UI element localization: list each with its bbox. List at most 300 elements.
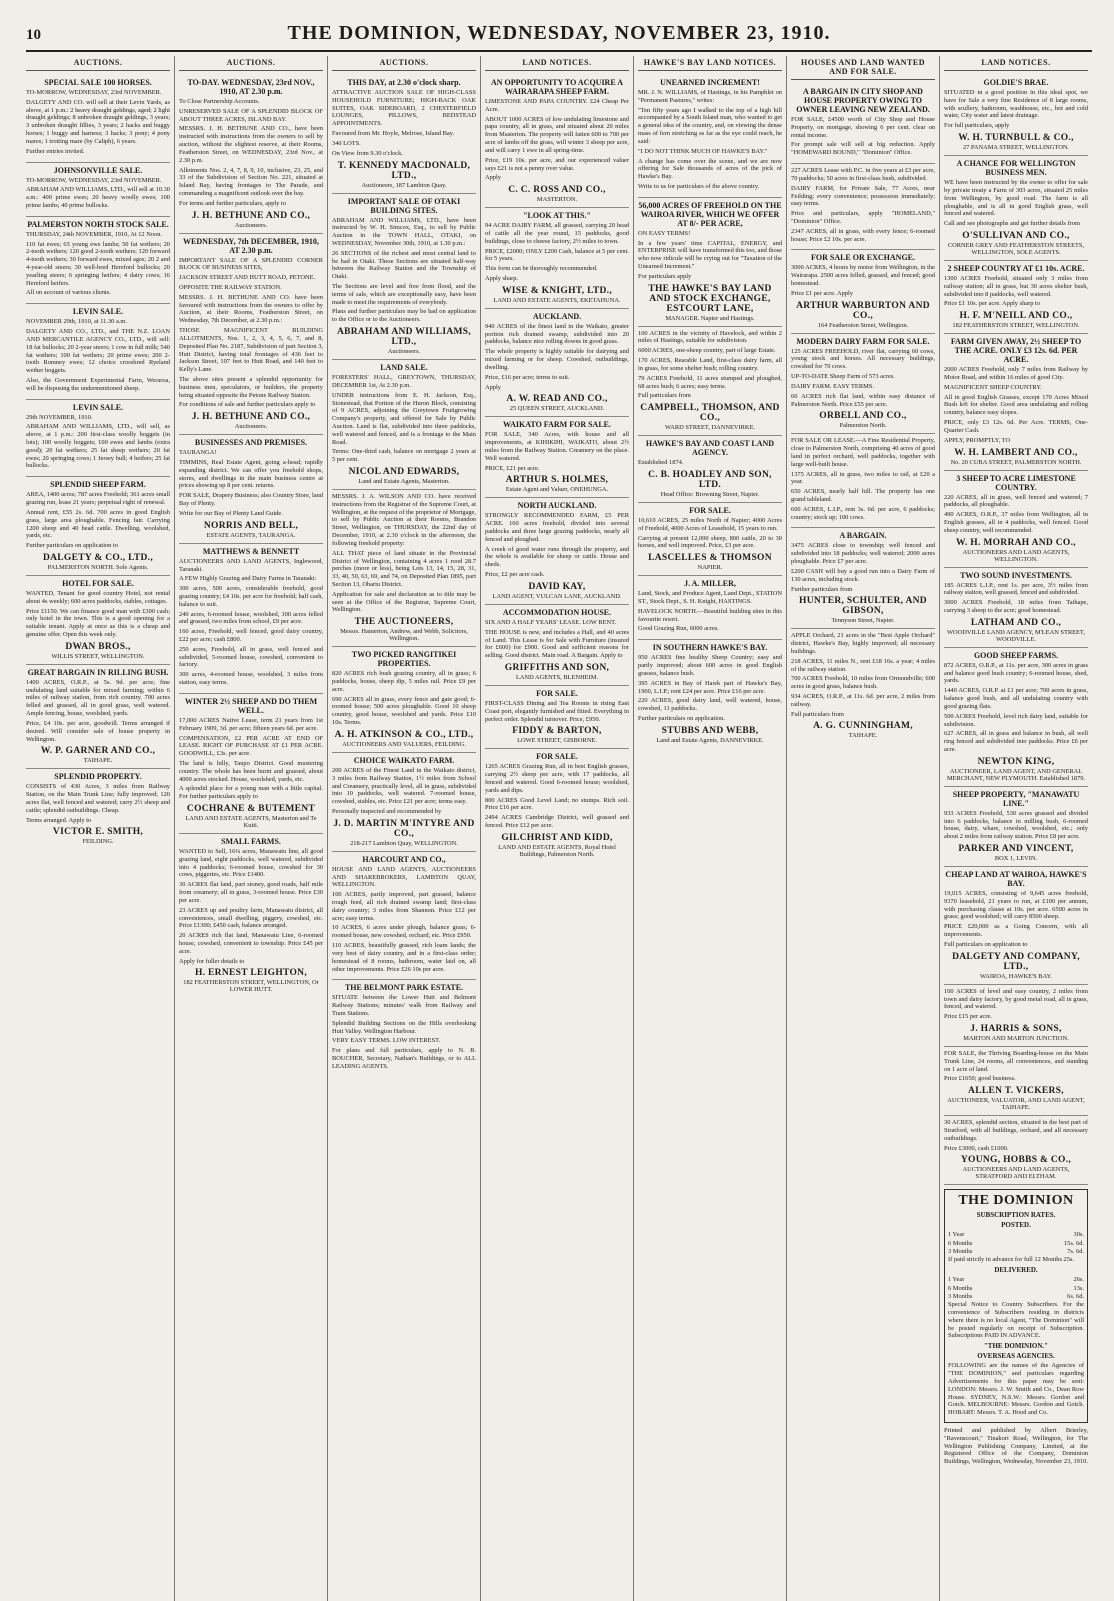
ad-agent-address: LAND AND ESTATE AGENTS, Masterton and Te Kuiti. <box>185 815 317 829</box>
ad-paragraph: For prompt sale will sell at big reduction. Apply "HOMEWARD BOUND," "Dominion" Office. <box>791 141 935 157</box>
ad-paragraph: 690 ACRES all in grass, every fence and gate good; 6-roomed house; 500 acres ploughable. Good 10 sheep country, good house, woolshed and yards. Price £10 10s. Terms. <box>332 695 476 727</box>
ad-paragraph: IMPORTANT SALE OF A SPLENDID CORNER BLOCK OF BUSINESS SITES, <box>179 256 323 272</box>
ad-paragraph: AREA, 1400 acres; 787 acres Freehold; 361 acres small grazing run, lease 21 years; perpetual right of renewal. <box>26 491 170 507</box>
rate-price: 15s. 6d. <box>1063 1239 1084 1247</box>
ad-agent-address: 182 FEATHERSTON STREET, WELLINGTON. <box>952 322 1080 330</box>
ad-paragraph: OPPOSITE THE RAILWAY STATION. <box>179 284 282 291</box>
ad-paragraph: Call and see photographs and get further details from <box>944 220 1080 228</box>
ad-agent-address: Messrs. Hamerton, Andrew, and Webb, Solicitors, Wellington. <box>340 628 468 643</box>
ad-title: 2 SHEEP COUNTRY AT £1 10s. ACRE. <box>947 263 1085 273</box>
ad-agent-address: Auctioneers, 187 Lambton Quay. <box>361 181 447 189</box>
ad-agent-address: WARD STREET, DANNEVIRKE. <box>664 424 756 432</box>
advertisement <box>944 985 1088 1047</box>
advertisement <box>944 156 1088 261</box>
ad-paragraph: Price £15 per acre. <box>944 1013 992 1021</box>
ad-paragraph: "Ten fifty years ago I walked to the top of a high hill accompanied by a South Island man, who wanted to get a general idea of the country, and, on viewing the dense mass of fern stretching as far as the eye could reach, he said: <box>638 106 782 145</box>
ad-title: SPLENDID PROPERTY. <box>54 772 142 782</box>
ad-agent-address: FEILDING. <box>82 838 114 846</box>
ad-paragraph: Price, £19 10s. per acre, and our experienced valuer says £21 is not a penny over value. <box>485 156 629 172</box>
ad-title: PALMERSTON NORTH STOCK SALE. <box>27 219 169 229</box>
ad-paragraph: PRICE £20,000 as a Going Concern, with all improvements. <box>944 923 1088 939</box>
ad-paragraph: 940 ACRES of the finest land in the Waikato, greater portion rich drained swamp, subdivided into 20 paddocks, balance nice rolling downs in good grass. <box>485 322 629 346</box>
subscription-notice: Special Notice to Country Subscribers. For the convenience of Subscribers residing in districts where there is no local Agent, "The Dominion" will be posted regularly on receipt of Subscription. Subscriptions PAID IN ADVANCE. <box>948 1301 1084 1340</box>
ad-paragraph: 17,000 ACRES Native Lease, term 21 years from 1st February 1909, 3d. per acre; fifteen years 6d. per acre. <box>179 716 323 732</box>
ad-firm-name: W. H. TURNBULL & CO., <box>958 133 1074 144</box>
ad-paragraph: FIRST-CLASS Dining and Tea Rooms in rising East Coast port, elegantly furnished and fitted. Everything in perfect order. Splendid turnover. Price, £950. <box>485 699 629 723</box>
ad-title: 56,000 ACRES OF FREEHOLD ON THE WAIROA RIVER, WHICH WE OFFER AT 8/- PER ACRE, <box>638 200 782 228</box>
advertisement <box>26 477 170 576</box>
ad-paragraph: ABRAHAM AND WILLIAMS, LTD., have been instructed by W. H. Simcox, Esq., to sell by Public Auction in the TOWN HALL, OTAKI, on WEDNESDAY, November 30th, 1910, at 1.30 p.m.: <box>332 216 476 247</box>
ad-firm-name: O'SULLIVAN AND CO., <box>962 230 1070 241</box>
advertisement <box>791 528 935 629</box>
ad-paragraph: 100 ACRES in the vicinity of Havelock, and within 2 miles of Hastings, suitable for subdivision. <box>638 329 782 345</box>
ad-paragraph: For full particulars, apply <box>944 122 1010 130</box>
ad-agent-address: 218-217 Lambton Quay, WELLINGTON. <box>350 839 458 847</box>
ad-paragraph: DALGETY AND CO. will sell at their Levin Yards, as above, at 1 p.m.: 2 heavy draught geldings, aged; 2 light draught geldings; 8 unbroken draught geldings, 3 years; 3 unbroken draught fillies, 3 years; 2 hacks and buggy horses; 1 buggy and harness; 3 hacks; 3 pony; 4 pony mares; 1 trotting mare (by Caliph), 6 years. <box>26 98 170 145</box>
ad-firm-name: THE AUCTIONEERS, <box>354 617 454 628</box>
ad-agent-address: LAND AGENT, VULCAN LANE, AUCKLAND. <box>492 592 622 600</box>
rate-price: 6s. 6d. <box>1067 1292 1084 1300</box>
ad-agent-address: 164 Featherston Street, Wellington. <box>817 321 909 329</box>
ad-paragraph: DAIRY FARM. EASY TERMS. <box>791 382 874 390</box>
ad-paragraph: Price £3000, cash £1000. <box>944 1144 1009 1152</box>
column-6 <box>786 56 939 1601</box>
ad-paragraph: Apply <box>485 383 501 391</box>
ad-paragraph: HOUSE AND LAND AGENTS, AUCTIONEERS AND SHAREBROKERS, LAMBTON QUAY, WELLINGTON. <box>332 865 476 889</box>
ad-title: NORTH AUCKLAND. <box>517 501 597 511</box>
ad-firm-name: CAMPBELL, THOMSON, AND CO., <box>640 403 780 424</box>
ad-paragraph: Price, £2 per acre cash. <box>485 571 545 579</box>
ad-paragraph: SITUATED in a good position in this ideal spot, we have for Sale a very fine Residence of 8 large rooms, with scullery, bathroom, washhouse, etc., hot and cold water, City water and latest drainage. <box>944 89 1088 120</box>
ad-paragraph: 10 ACRES, 6 acres under plough, balance grass; 6-roomed house, new cowshed, orchard, etc. Price £950. <box>332 924 476 940</box>
ad-paragraph: 100 ACRES, partly improved, part grassed, balance rough feed, all rich drained swamp land; first-class dairy country; 3 miles from Shannon. Price £12 per acre; easy terms. <box>332 891 476 922</box>
ad-paragraph: 94 ACRE DAIRY FARM, all grassed, carrying 20 head of cattle all the year round, 15 paddocks, good buildings, close to cheese factory, 2½ miles to town. <box>485 222 629 245</box>
ad-agent-address: MANAGER. Napier and Hastings. <box>665 314 755 322</box>
ad-paragraph: The whole property is highly suitable for dairying and mixed farming or for sheep. Cowshed, outbuildings, dwelling. <box>485 348 629 371</box>
ad-agent-address: Auctioneers. <box>234 423 268 431</box>
ad-paragraph: 227 ACRES Lease with P.C. in five years at £3 per acre, 70 paddocks; 50 acres in first-class bush, subdivided. <box>791 167 935 182</box>
rate-term: 6 Months <box>948 1239 973 1247</box>
ad-paragraph: 300 acres, 500 acres, considerable freehold, good grazing country; £4 10s. per acre for freehold; half cash, balance to suit. <box>179 585 323 608</box>
ad-agent-address: ESTATE AGENTS, TAURANGA. <box>206 531 296 539</box>
ad-paragraph: WANTED to Sell, 16¼ acres, Manawatu line, all good grazing land, eight paddocks, well watered, subdivided into 4 paddocks; 6-roomed house, cowshed for 30 cows, piggeries, etc. Price £1400. <box>179 848 323 879</box>
advertisement <box>485 208 629 309</box>
ad-paragraph: MESSRS. J. H. BETHUNE AND CO., have been instructed with instructions from the owners to sell by auction, without the slightest reserve, at their Rooms, Featherston Street, on WEDNESDAY, 23rd Nov., at 2.30 p.m. <box>179 125 323 164</box>
rate-price: 7s. 6d. <box>1067 1248 1084 1256</box>
ad-paragraph: Apply for fuller details to <box>179 957 245 965</box>
ad-paragraph: 627 ACRES, all in grass and balance in bush, all well ring fenced and subdivided into paddocks. Price £6 per acre. <box>944 730 1088 753</box>
ad-paragraph: Full particulars from <box>638 392 691 400</box>
rate-term: 3 Months <box>948 1292 973 1300</box>
ad-title: THE BELMONT PARK ESTATE. <box>344 983 464 993</box>
ad-paragraph: Further particulars from <box>791 585 853 593</box>
ad-paragraph: 300 acres, 4-roomed house, woolshed, 3 miles from station, easy terms. <box>179 671 323 687</box>
subscription-box <box>944 1189 1088 1423</box>
ad-paragraph: Price £1650; good business. <box>944 1075 1016 1083</box>
ad-paragraph: PRICE, £21 per acre. <box>485 464 540 472</box>
ad-paragraph: AUCTIONEERS AND LAND AGENTS, Inglewood, Taranaki. <box>179 557 323 573</box>
ad-paragraph: Apply <box>485 174 501 182</box>
rate-price: 30s. <box>1073 1231 1084 1239</box>
ad-paragraph: 6000 ACRES, one-sheep country, part of large Estate. <box>638 347 776 355</box>
ad-firm-name: STUBBS AND WEBB, <box>661 725 759 736</box>
advertisement <box>485 417 629 498</box>
column-5 <box>633 56 786 1601</box>
ad-firm-name: J. H. BETHUNE AND CO., <box>191 412 311 423</box>
ad-title: WINTER 2½ SHEEP AND DO THEM WELL. <box>184 696 318 715</box>
ad-title: JOHNSONVILLE SALE. <box>53 165 143 175</box>
ad-agent-address: WILLIS STREET, WELLINGTON. <box>51 652 145 660</box>
advertisement <box>944 75 1088 156</box>
ad-agent-address: Palmerston North. <box>839 422 887 430</box>
column-2 <box>174 56 327 1601</box>
advertisement <box>485 309 629 418</box>
ad-firm-name: GRIFFITHS AND SON, <box>504 662 610 673</box>
ad-firm-name: DALGETY & CO., LTD., <box>42 552 154 563</box>
ad-paragraph: UP-TO-DATE Sheep Farm of 573 acres. <box>791 373 895 381</box>
ad-paragraph: UNRESERVED SALE OF A SPLENDID BLOCK OF ABOUT THREE ACRES, ISLAND BAY. <box>179 107 323 123</box>
ad-firm-name: THE HAWKE'S BAY LAND AND STOCK EXCHANGE, ESTCOURT LANE, <box>648 283 772 314</box>
advertisement <box>791 434 935 528</box>
ad-paragraph: Price, £4 10s. per acre, goodwill. Terms arranged if desired. Will consider sale of house property in Wellington. <box>26 719 170 743</box>
ad-firm-name: A. W. READ AND CO., <box>506 394 608 405</box>
advertisement <box>332 647 476 753</box>
column-heading: AUCTIONS. <box>26 56 170 71</box>
ad-paragraph: WE have been instructed by the owner to offer for sale by private treaty a Farm of 303 acres, situated 25 miles from Wellington, by good road. The farm is all ploughable, and is all in good English grass, well fenced and watered. <box>944 179 1088 218</box>
ad-paragraph: All on account of various clients. <box>26 289 111 297</box>
ad-paragraph: 110 ACRES, beautifully grassed, rich loam lands; the very best of dairy country, and in a first-class order; homestead of 8 rooms, bathroom, water laid on, all other improvements. Price £26 10s per acre. <box>332 942 476 973</box>
ad-paragraph: 240 acres, 6-roomed house, woolshed, 100 acres felled and grassed, two miles from school, £9 per acre. <box>179 610 323 626</box>
advertisement <box>638 576 782 640</box>
ad-firm-name: J. H. BETHUNE AND CO., <box>191 210 311 221</box>
ad-paragraph: NOVEMBER 29th, 1910, at 11.30 a.m. <box>26 318 127 326</box>
ad-paragraph: Terms: One-third cash, balance on mortgage 2 years at 5 per cent. <box>332 448 476 464</box>
ad-paragraph: 170 ACRES, Rearable Land, first-class dairy farm, all in grass, for some shelter bush; rolling country. <box>638 357 782 372</box>
ad-paragraph: SITUATE between the Lower Hutt and Belmont Railway Stations; minutes' walk from Railway and Tram Stations. <box>332 994 476 1017</box>
ad-agent-address: PALMERSTON NORTH. Sole Agents. <box>47 563 149 571</box>
ad-paragraph: Write for our Bay of Plenty Land Guide. <box>179 509 283 517</box>
ad-title: LEVIN SALE. <box>72 402 124 412</box>
ad-title: MODERN DAIRY FARM FOR SALE. <box>796 336 930 346</box>
column-heading: HAWKE'S BAY LAND NOTICES. <box>638 56 782 71</box>
advertisement <box>485 605 629 686</box>
advertisement <box>179 435 323 544</box>
rate-row <box>948 1248 1084 1256</box>
ad-title: ACCOMMODATION HOUSE. <box>502 607 612 617</box>
ad-paragraph: Terms arranged. Apply to <box>26 816 92 824</box>
ad-paragraph: 1300 ACRES Freehold, situated only 3 miles from railway station; all in grass, but 30 acres shelter bush, subdivided into 8 paddocks, well watered. <box>944 274 1088 298</box>
ad-paragraph: 650 ACRES, nearly half hill. The property has one grand tableland. <box>791 488 935 503</box>
advertisement <box>944 1116 1088 1185</box>
advertisement <box>638 75 782 198</box>
ad-firm-name: LASCELLES & THOMSON <box>648 553 772 564</box>
ad-paragraph: Price £1 10s. per acre. Apply sharp to <box>944 300 1041 308</box>
advertisement <box>638 327 782 437</box>
advertisement <box>944 787 1088 867</box>
ad-title: FOR SALE. <box>536 752 578 762</box>
ad-paragraph: TIMMINS, Real Estate Agent, going a-head; rapidly expanding district. We can offer you freehold shops, stores, and dwellings in the main business centre at prices showing up 8 per cent. returns. <box>179 459 323 490</box>
ad-paragraph: FORESTERS' HALL, GREYTOWN, THURSDAY, DECEMBER 1st, At 2.30 p.m. <box>332 374 476 389</box>
advertisement <box>179 694 323 834</box>
ad-agent-address: AUCTIONEERS AND VALUERS, FEILDING. <box>342 740 466 748</box>
ad-agent-address: CORNER GREY AND FEATHERSTON STREETS, WELLINGTON, SOLE AGENTS. <box>947 241 1085 256</box>
ad-paragraph: In a few years' time CAPITAL, ENERGY, and ENTERPRISE will have transformed this too, and those who now ridicule will be crying out for "Taxation of the Unearned Increment." <box>638 239 782 270</box>
column-heading: HOUSES AND LAND WANTED AND FOR SALE. <box>791 56 935 80</box>
ad-agent-address: TAIHAPE. <box>848 732 878 740</box>
advertisement <box>179 234 323 436</box>
ad-paragraph: VERY EASY TERMS. LOW INTEREST. <box>332 1037 441 1045</box>
ad-paragraph: DAIRY FARM, for Private Sale, 77 Acres, near Feilding; every convenience; possession immediately; easy terms. <box>791 184 935 208</box>
advertisement <box>791 334 935 435</box>
ad-paragraph: JACKSON STREET AND HUTT ROAD, PETONE. <box>179 274 316 282</box>
ad-paragraph: Good Grazing Run, 6000 acres. <box>638 625 719 633</box>
ad-paragraph: A splendid place for a young man with a little capital. For further particulars apply to <box>179 785 323 801</box>
ad-title: MATTHEWS & BENNETT <box>202 546 300 556</box>
ad-paragraph: 220 ACRES, good dairy land, well watered, house, cowshed, 11 paddocks. <box>638 697 782 713</box>
columns-container <box>26 56 1092 1601</box>
ad-title: AUCKLAND. <box>532 311 582 321</box>
ad-firm-name: W. P. GARNER AND CO., <box>40 746 156 757</box>
ad-agent-address: AUCTIONEERS AND LAND AGENTS, STRATFORD AND ELTHAM. <box>962 1166 1070 1181</box>
ad-paragraph: 600 ACRES, L.I.P., rent 3s. 6d. per acre, 6 paddocks; country; stock up; 100 cows. <box>791 505 935 521</box>
ad-title: THIS DAY, at 2.30 o'clock sharp. <box>347 78 461 87</box>
ad-firm-name: NEWTON KING, <box>977 756 1055 767</box>
ad-paragraph: THURSDAY, 24th NOVEMBER, 1910, At 12 Noon. <box>26 230 162 238</box>
ad-paragraph: 29th NOVEMBER, 1910. <box>26 413 93 421</box>
ad-agent-address: AUCTIONEERS AND LAND AGENTS, WELLINGTON. <box>962 548 1070 563</box>
ad-paragraph: 340 LOTS. <box>332 139 361 147</box>
ad-title: WEDNESDAY, 7th DECEMBER, 1910, AT 2.30 p.m. <box>183 236 319 255</box>
ad-paragraph: 30 ACRES, splendid section, situated in the best part of Stratford, with all buildings, orchard, and all necessary outbuildings. <box>944 1119 1088 1142</box>
ad-firm-name: FIDDY & BARTON, <box>512 726 602 737</box>
ad-paragraph: 2494 ACRES Cambridge District, well grassed and fenced. Price £12 per acre. <box>485 814 629 830</box>
advertisement <box>485 498 629 605</box>
advertisement <box>26 75 170 163</box>
ad-paragraph: 820 ACRES rich bush grazing country, all in grass; 6 paddocks, house, sheep dip, 5 miles rail. Price £9 per acre. <box>332 670 476 693</box>
ad-paragraph: TAURANGA! <box>179 449 217 457</box>
rate-term: 6 Months <box>948 1284 973 1292</box>
ad-paragraph: STRONGLY RECOMMENDED FARM, £5 PER ACRE. 160 acres freehold, divided into several paddocks and three large grazing paddocks, nearly all fenced and ploughed. <box>485 512 629 543</box>
advertisement <box>791 629 935 743</box>
ad-paragraph: 933 ACRES Freehold, 530 acres grassed and divided into 6 paddocks, balance in milling bush, 6-roomed house, dairy, whare, cowshed, woolshed, etc.; only about 2 miles from railway station. Price £8 per acre. <box>944 809 1088 841</box>
advertisement <box>791 250 935 333</box>
ad-agent-address: WAIROA, HAWKE'S BAY. <box>979 972 1052 980</box>
ad-agent-address: TAIHAPE. <box>83 757 113 765</box>
column-1 <box>26 56 174 1601</box>
ad-paragraph: 2347 ACRES, all in grass, with every fence; 6-roomed house; Price £2 10s. per acre. <box>791 227 935 243</box>
ad-paragraph: 490 ACRES, O.R.P., 37 miles from Wellington, all in English grasses, all in 4 paddocks, well fenced. Good sheep country, well recommended. <box>944 511 1088 534</box>
column-7 <box>939 56 1092 1601</box>
subscription-title: THE DOMINION <box>958 1193 1074 1209</box>
ad-paragraph: Splendid Building Sections on the Hills overlooking Hutt Valley. Wellington Harbour. <box>332 1019 476 1035</box>
advertisement <box>332 490 476 647</box>
ad-firm-name: DWAN BROS., <box>65 641 131 652</box>
ad-paragraph: All in good English Grasses, except 170 Acres Mixed Bush left for shelter. Good area undulating and rolling country, balance easy slopes. <box>944 393 1088 417</box>
ad-paragraph: FOR SALE, 340 Acres, with house and all improvements, at KIHIKIHI, WAIKATO, about 2½ miles from the Railway Station. Creamery on the place. Well watered. <box>485 431 629 462</box>
rate-term: 3 Months <box>948 1248 973 1256</box>
column-3 <box>327 56 480 1601</box>
ad-paragraph: HAVELOCK NORTH.—Beautiful building sites in this favourite resort. <box>638 607 782 623</box>
ad-paragraph: SIX AND A HALF YEARS' LEASE. LOW RENT. <box>485 618 617 626</box>
ad-firm-name: NICOL AND EDWARDS, <box>348 467 460 477</box>
advertisement <box>485 686 629 749</box>
rate-price: 26s. <box>1073 1276 1084 1284</box>
page-number: 10 <box>26 27 41 43</box>
ad-agent-address: Auctioneers. <box>234 221 268 229</box>
column-4 <box>480 56 633 1601</box>
ad-paragraph: 125 ACRES FREEHOLD, river flat, carrying 60 cows, young stock and horses. All necessary buildings, cowshed for 70 cows. <box>791 347 935 371</box>
ad-title: FOR SALE. <box>536 688 578 698</box>
ad-title: IMPORTANT SALE OF OTAKI BUILDING SITES. <box>347 196 461 215</box>
ad-firm-name: DALGETY AND COMPANY, LTD., <box>952 951 1080 972</box>
ad-title: A BARGAIN. <box>839 531 887 541</box>
advertisement <box>638 640 782 748</box>
ad-firm-name: W. H. LAMBERT AND CO., <box>954 447 1078 458</box>
ad-paragraph: ALL THAT piece of land situate in the Provincial District of Wellington, containing 4 acres 1 rood 28.7 perches (more or less), being Lots 13, 14, 15, 28, 31, 33, 40, 50, 63, 69, and 74, on Deposited Plan 1895, part Section 13, Ohariu District. <box>332 549 476 588</box>
advertisement <box>638 436 782 503</box>
ad-paragraph: For particulars apply <box>638 272 692 280</box>
ad-title: LEVIN SALE. <box>72 307 124 317</box>
agencies-title: "THE DOMINION." <box>983 1342 1049 1351</box>
column-heading: LAND NOTICES. <box>485 56 629 71</box>
advertisement <box>26 769 170 849</box>
ad-paragraph: This form can be thoroughly recommended. <box>485 265 598 273</box>
ad-paragraph: 1440 ACRES, O.R.P. at £1 per acre; 700 acres in grass, balance good bush, and all undulating country with good grazing flats. <box>944 687 1088 710</box>
ad-agent-address: AUCTIONEER, VALUATOR, AND LAND AGENT, TAIHAPE. <box>947 1097 1085 1112</box>
advertisement <box>26 400 170 478</box>
ad-firm-name: ARTHUR WARBURTON AND CO., <box>796 300 930 321</box>
advertisement <box>791 84 935 164</box>
ad-firm-name: GILCHRIST AND KIDD, <box>501 832 613 843</box>
ad-paragraph: APPLE Orchard, 21 acres in the "Best Apple Orchard" district, Hawke's Bay, highly improved; all necessary buildings. <box>791 632 935 655</box>
ad-firm-name: ABRAHAM AND WILLIAMS, LTD., <box>336 327 472 348</box>
ad-title: BUSINESSES AND PREMISES. <box>194 438 308 448</box>
masthead <box>26 22 1092 52</box>
ad-paragraph: FOR SALE, £4500 worth of City Shop and House Property, on mortgage, showing 6 per cent. clear on rental income. <box>791 116 935 139</box>
advertisement <box>332 753 476 852</box>
ad-paragraph: Price and particulars, apply "HOMELAND," "Dominion" Office. <box>791 210 935 225</box>
ad-agent-address: 27 PANAMA STREET, WELLINGTON. <box>962 144 1070 152</box>
ad-paragraph: 2000 ACRES Freehold, only 7 miles from Railway by Motor Road, and within 16 miles of good City. <box>944 366 1088 381</box>
subscription-subtitle: SUBSCRIPTION RATES. <box>976 1211 1056 1220</box>
ad-agent-address: LAND AND ESTATE AGENTS, Royal Hotel Buildings, Palmerston North. <box>498 843 616 858</box>
delivered-label: DELIVERED. <box>994 1266 1038 1275</box>
ad-title: SMALL FARMS. <box>221 837 281 846</box>
printer-imprint: Printed and published by Albert Brierley, "Ravenscourt," Tinakori Road, Wellington, for The Wellington Publishing Company, Limited, at the Registered Office of the Company, Dominion Buildings, Wellington, Wednesday, November 23, 1910. <box>944 1426 1088 1466</box>
advertisement <box>26 576 170 665</box>
ad-title: GREAT BARGAIN IN RILLING BUSH. <box>27 667 169 677</box>
ad-title: FOR SALE OR EXCHANGE. <box>810 253 915 263</box>
ad-paragraph: THOSE MAGNIFICENT BUILDING ALLOTMENTS, Nos. 1, 2, 3, 4, 5, 6, 7, and 8, Deposited Plan No. 2187, Subdivision of part Section 3, Hutt District, having total frontages of 436 feet to Jackson Street, 107 feet to Hutt Road, and 140 feet to Kelly's Lane. <box>179 327 323 374</box>
ad-paragraph: 1375 ACRES, all in grass, two miles to rail, at £20 a year. <box>791 470 935 486</box>
agencies-subtitle: OVERSEAS AGENCIES. <box>977 1352 1055 1361</box>
ad-paragraph: A creek of good water runs through the property, and the whole is available for sheep or cattle. House and sheds. <box>485 545 629 569</box>
ad-paragraph: Carrying at present 12,000 sheep, 800 cattle, 20 to 30 horses, and well improved. Price, £3 per acre. <box>638 534 782 550</box>
advertisement <box>332 75 476 194</box>
ad-paragraph: MESSRS. J. H. BETHUNE AND CO. have been favoured with instructions from the owners to offer by Auction, at their Rooms, Featherston Street, on Wednesday, 7th December, at 2.30 p.m.: <box>179 293 323 325</box>
ad-paragraph: ABOUT 1000 ACRES of low undulating limestone and papa country, all in grass, and situated about 20 miles from Masterton. The property will fatten 600 to 700 per acre of lambs off the grass, will winter 3 sheep per acre, and will carry 1 ewe in all spring-time. <box>485 115 629 154</box>
ad-agent-address: 182 FEATHERSTON STREET, WELLINGTON, Or LOWER HUTT. <box>183 979 319 994</box>
ad-paragraph: 60 ACRES rich flat land, within easy distance of Palmerston North. Price £55 per acre. <box>791 392 935 408</box>
ad-title: UNEARNED INCREMENT! <box>660 78 760 87</box>
ad-title: CHEAP LAND AT WAIROA, HAWKE'S BAY. <box>945 870 1087 888</box>
ad-paragraph: Application for sale and declaration as to title may be seen at the Office of the Registrar, Supreme Court, Wellington. <box>332 590 476 614</box>
ad-paragraph: 1400 ACRES, O.R.P., at 5s. 9d. per acre; fine undulating land suitable for mixed farming; within 6 miles of railway station, from rich country. 700 acres felled and grassed, all in good grass, well watered. Ample fencing, house, woolshed, yards. <box>26 678 170 718</box>
ad-firm-name: C. B. HOADLEY AND SON, LTD. <box>648 469 772 490</box>
advertisement <box>332 194 476 361</box>
ad-paragraph: 700 ACRES Freehold, 10 miles from Ormondville; 600 acres in good grass, balance bush. <box>791 675 935 691</box>
ad-firm-name: NORRIS AND BELL, <box>203 520 299 531</box>
ad-paragraph: 26 SECTIONS of the richest and most central land to be had in Otaki. These Sections are situated half-way between the Railway Station and the Township of Otaki. <box>332 249 476 281</box>
ad-paragraph: UNDER instructions from E. H. Jackson, Esq., Stonestead, that Portion of the Huron Block, consisting of 9 ACRES, adjoining the Greytown Fruitgrowing Company's property, and offered for Sale by Public Auction. Land is flat, subdivided into three paddocks, well watered and fenced, and is a frontage to the Main Road. <box>332 391 476 446</box>
column-heading: AUCTIONS. <box>332 56 476 71</box>
ad-paragraph: Further particulars on application to <box>26 542 118 550</box>
column-heading: AUCTIONS. <box>179 56 323 71</box>
ad-paragraph: 3475 ACRES close to township; well fenced and subdivided into 18 paddocks; well watered; 2000 acres ploughable. Price £7 per acre. <box>791 542 935 566</box>
ad-paragraph: 395 ACRES in Bay of Hawk part of Hawke's Bay, 1900, L.I.P.; rent £24 per acre. Price £16 per acre. <box>638 679 782 695</box>
ad-paragraph: COMPENSATION, £2 PER ACRE AT END OF LEASE. RIGHT OF PURCHASE AT £1 PER ACRE. GOODWILL, £3s. per acre. <box>179 734 323 758</box>
advertisement <box>944 648 1088 787</box>
ad-agent-address: 25 QUEEN STREET, AUCKLAND. <box>509 405 605 413</box>
ad-firm-name: H. ERNEST LEIGHTON, <box>195 968 307 979</box>
ad-title: CHOICE WAIKATO FARM. <box>353 755 455 765</box>
ad-agent-address: AUCTIONEER, LAND AGENT, AND GENERAL MERCHANT, NEW PLYMOUTH. Established 1879. <box>946 767 1086 782</box>
ad-paragraph: Price £1 per acre. Apply <box>791 289 853 297</box>
advertisement <box>26 163 170 217</box>
ad-firm-name: WISE & KNIGHT, LTD., <box>502 285 612 296</box>
advertisement <box>944 1047 1088 1116</box>
ad-paragraph: "I DO NOT THINK MUCH OF HAWKE'S BAY." <box>638 147 768 155</box>
ad-paragraph: ATTRACTIVE AUCTION SALE OF HIGH-CLASS HOUSEHOLD FURNITURE; HIGH-BACK OAK SUITES, OAK SIDEBOARD, 2 CHESTERFIELD LOUNGES, PILLOWS, BEDSTEAD APPOINTMENTS. <box>332 89 476 128</box>
ad-paragraph: MESSRS. J. A. WILSON AND CO. have received instructions from the Registrar of the Supreme Court, at Wellington, at the request of the proprietor of Mortgage, to sell by Public Auction at their Rooms, Brandon Street, Wellington, on THURSDAY, the 22nd day of December, 1910, at 2.30 o'clock in the afternoon, the following freehold property: <box>332 493 476 547</box>
ad-agent-address: Tennyson Street, Napier. <box>831 617 895 625</box>
ad-paragraph: The land is hilly, Taupo District. Good mustering country. The whole has been burnt and grassed, about 4000 acres stocked. House, woolshed, yards, etc. <box>179 759 323 783</box>
ad-title: GOOD SHEEP FARMS. <box>973 650 1059 660</box>
ad-paragraph: 220 ACRES, all in grass, well fenced and watered; 7 paddocks, all ploughable. <box>944 493 1088 509</box>
ad-firm-name: J. D. MARTIN M'INTYRE AND CO., <box>333 818 475 839</box>
ad-paragraph: 3000 ACRES, 4 hours by motor from Wellington, in the Wairarapa. 2500 acres felled, grassed, and fenced; good homestead. <box>791 264 935 287</box>
ad-firm-name: J. HARRIS & SONS, <box>970 1023 1062 1034</box>
ad-firm-name: W. H. MORRAH AND CO., <box>956 537 1076 548</box>
ad-paragraph: DALGETY AND CO., LTD., and THE N.Z. LOAN AND MERCANTILE AGENCY CO., LTD., will sell: 18 fat bullocks; 20 2-year steers; 1 cow in full milk; 540 fat wethers; 100 fat wethers; 20 prime ewes; 200 2-tooth Romney ewes; 12 choice crossbred Ryeland wether hoggets. <box>26 328 170 375</box>
ad-paragraph: 10,610 ACRES, 25 miles North of Napier; 4000 Acres of Freehold, 4000 Acres of Leasehold, 15 years to run. <box>638 516 782 532</box>
ad-paragraph: MR. J. N. WILLIAMS, of Hastings, in his Pamphlet on "Permanent Pastures," writes: <box>638 89 782 104</box>
ad-paragraph: A FEW Highly Grazing and Dairy Farms in Taranaki: <box>179 575 317 583</box>
ad-firm-name: H. F. M'NEILL AND CO., <box>959 311 1073 322</box>
ad-firm-name: A. G. CUNNINGHAM, <box>813 721 913 732</box>
ad-paragraph: 500 ACRES Freehold, level rich dairy land, suitable for subdivision. <box>944 712 1088 728</box>
ad-paragraph: 110 fat ewes; 65 young ewe lambs; 50 fat wethers; 20 2-tooth wethers; 120 good 2-tooth wethers; 120 forward 4-tooth wethers; 30 forward ewes, mixed ages; 20 2 and 4-year-old steers; 30 well-bred Hereford bullocks; 20 yearling steers; 6 springing heifers; 4 dairy cows; 16 Hereford heifers. <box>26 240 170 287</box>
ad-title: HAWKE'S BAY AND COAST LAND AGENCY. <box>645 439 775 458</box>
ad-paragraph: 250 acres, Freehold, all in grass, well fenced and subdivided, 5-roomed house, cowshed, convenient to factory. <box>179 645 323 669</box>
ad-paragraph: Personally inspected and recommended by <box>332 807 442 815</box>
ad-paragraph: £200 CASH will buy a good run into a Dairy Farm of 130 acres, including stock. <box>791 567 935 583</box>
ad-agent-address: LAND AGENTS, BLENHEIM. <box>515 673 598 681</box>
advertisement <box>485 75 629 208</box>
ad-agent-address: WOODVILLE LAND AGENCY, M'LEAN STREET, WOODVILLE. <box>947 628 1085 643</box>
ad-firm-name: VICTOR E. SMITH, <box>52 827 144 838</box>
ad-title: SHEEP PROPERTY, "MANAWATU LINE." <box>952 789 1080 808</box>
advertisement <box>944 471 1088 568</box>
ad-paragraph: Further entries invited. <box>26 147 85 155</box>
ad-paragraph: FOR SALE OR LEASE.—A Fine Residential Property, close to Palmerston North, comprising 40 acres of good land in perfect orchard, well paddocks, together with large well-built house. <box>791 437 935 468</box>
ad-firm-name: C. C. ROSS AND CO., <box>508 185 606 196</box>
rate-row <box>948 1240 1084 1248</box>
ad-paragraph: 950 ACRES fine healthy Sheep Country; easy and partly improved; about 600 acres in good English grasses, balance bush. <box>638 654 782 677</box>
ad-title: HARCOURT AND CO., <box>362 854 446 864</box>
ad-paragraph: The above sites present a splendid opportunity for business men, speculators, or builders, the property being situated opposite the Petone Railway Station. <box>179 375 323 399</box>
ad-firm-name: ORBELL AND CO., <box>819 411 907 422</box>
